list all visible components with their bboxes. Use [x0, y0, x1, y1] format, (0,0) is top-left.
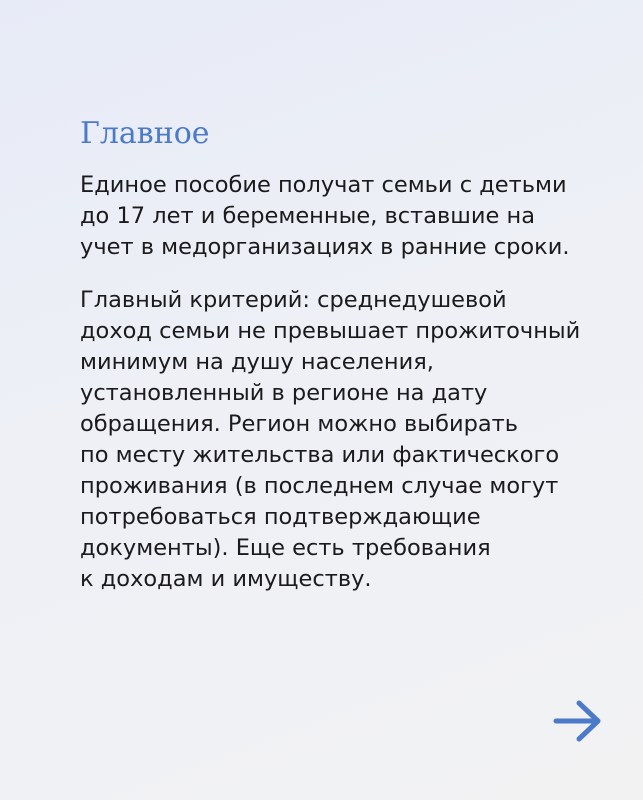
paragraph-main-criterion: Главный критерий: среднедушевой доход семьи не превышает прожиточный минимум на душу населения, установленный в регионе на дату обращения. Регион можно выбирать по месту жительства или фактического проживания (в последнем случае могут потребоваться подтверждающие документы). Еще есть требования к доходам и имуществу.	[80, 287, 581, 592]
paragraph-eligibility: Единое пособие получат семьи с детьми до 17 лет и беременные, вставшие на учет в медорганизациях в ранние сроки.	[80, 172, 570, 260]
page-title: Главное	[80, 116, 210, 151]
next-button[interactable]	[553, 698, 603, 744]
arrow-right-icon	[553, 698, 603, 744]
